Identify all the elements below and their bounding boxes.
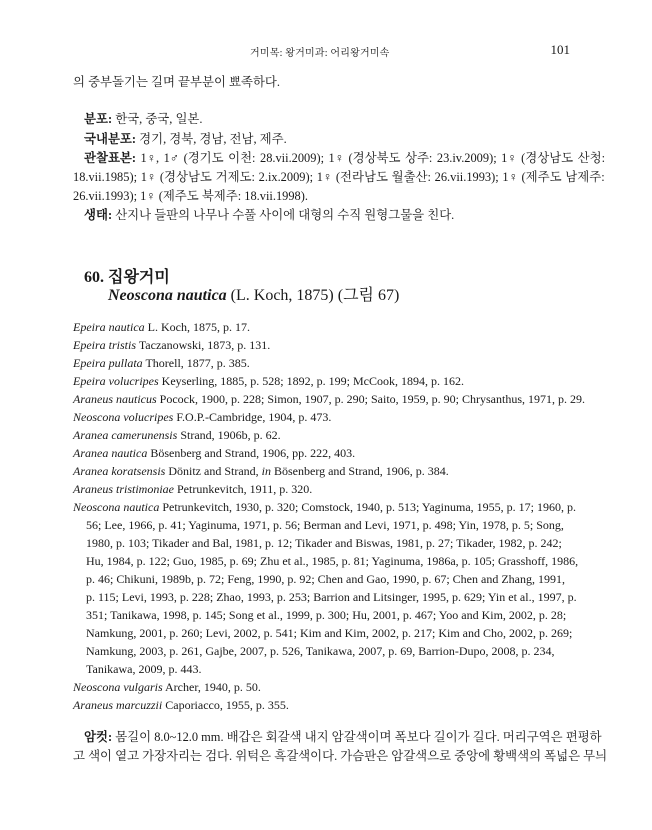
- long-synonym-line: Tanikawa, 2009, p. 443.: [86, 662, 202, 676]
- intro-line: 의 중부돌기는 길며 끝부분이 뾰족하다.: [73, 75, 280, 89]
- female-text-1: 몸길이 8.0~12.0 mm. 배갑은 회갈색 내지 암갈색이며 폭보다 길이가 길다. 머리구역은 편평하: [115, 730, 602, 744]
- synonym-entry: Epeira pullata Thorell, 1877, p. 385.: [73, 356, 250, 370]
- long-synonym-first-line: Neoscona nautica Petrunkevitch, 1930, p. 320; Comstock, 1940, p. 513; Yaginuma, 1955, p. 17; 1960, p.: [73, 500, 576, 514]
- species-scientific-name: Neoscona nautica: [108, 287, 227, 304]
- domestic-text: 경기, 경북, 경남, 전남, 제주.: [139, 132, 287, 146]
- distribution-text: 한국, 중국, 일본.: [115, 112, 203, 126]
- species-author: (L. Koch, 1875) (그림 67): [230, 287, 400, 304]
- specimens-line-2: 18.vii.1985); 1♀ (경상남도 거제도: 2.ix.2009); 1♀ (전라남도 월출산: 26.vii.1993); 1♀ (제주도 남제주:: [73, 170, 605, 184]
- specimens-text-1: 1♀, 1♂ (경기도 이천: 28.vii.2009); 1♀ (경상북도 상주: 23.iv.2009); 1♀ (경상남도 산청:: [140, 151, 606, 165]
- long-synonym-line: Hu, 1984, p. 122; Guo, 1985, p. 69; Zhu et al., 1985, p. 81; Yaginuma, 1986a, p. 105; Grasshoff, 1986,: [86, 554, 579, 568]
- ecology-line: [84, 206, 454, 225]
- synonym-entry: Epeira volucripes Keyserling, 1885, p. 528; 1892, p. 199; McCook, 1894, p. 162.: [73, 374, 464, 388]
- distribution-line: [84, 110, 203, 129]
- synonym-entry: Epeira tristis Taczanowski, 1873, p. 131.: [73, 338, 271, 352]
- synonym-entry: Araneus nauticus Pocock, 1900, p. 228; Simon, 1907, p. 290; Saito, 1959, p. 90; Chrysanthus, 1971, p. 29.: [73, 392, 586, 406]
- distribution-label: 분포:: [84, 112, 113, 126]
- ecology-label: 생태:: [84, 208, 113, 222]
- ecology-text: 산지나 들판의 나무나 수풀 사이에 대형의 수직 원형그물을 친다.: [115, 208, 455, 222]
- long-synonym-line: Namkung, 2003, p. 261, Gajbe, 2007, p. 526, Tanikawa, 2007, p. 69, Barrion-Dupo, 2008, p. 234,: [86, 644, 555, 658]
- synonym-entry: Araneus marcuzzii Caporiacco, 1955, p. 355.: [73, 698, 289, 712]
- long-synonym-line: Namkung, 2001, p. 260; Levi, 2002, p. 541; Kim and Kim, 2002, p. 217; Kim and Cho, 2002, p. 269;: [86, 626, 573, 640]
- female-label: 암컷:: [84, 730, 113, 744]
- long-synonym-line: 351; Tanikawa, 1998, p. 145; Song et al., 1999, p. 300; Hu, 2001, p. 467; Yoo and Kim, 2002, p. 28;: [86, 608, 567, 622]
- running-head: 거미목: 왕거미과: 어리왕거미속: [250, 48, 390, 59]
- synonym-entry: Neoscona vulgaris Archer, 1940, p. 50.: [73, 680, 261, 694]
- synonym-entry: Araneus tristimoniae Petrunkevitch, 1911, p. 320.: [73, 482, 313, 496]
- synonym-entry: Aranea nautica Bösenberg and Strand, 1906, pp. 222, 403.: [73, 446, 356, 460]
- long-synonym-line: 56; Lee, 1966, p. 41; Yaginuma, 1971, p. 56; Berman and Levi, 1971, p. 498; Yin, 1978, p. 5; Song,: [86, 518, 564, 532]
- specimens-line-3: 26.vii.1993); 1♀ (제주도 북제주: 18.vii.1998).: [73, 189, 308, 203]
- species-scientific-line: [108, 282, 399, 305]
- synonym-entry: Aranea koratsensis Dönitz and Strand, in Bösenberg and Strand, 1906, p. 384.: [73, 464, 449, 478]
- synonym-entry: Epeira nautica L. Koch, 1875, p. 17.: [73, 320, 250, 334]
- specimens-line-1: [84, 149, 605, 168]
- synonym-entry: Aranea camerunensis Strand, 1906b, p. 62.: [73, 428, 281, 442]
- female-line-1: [84, 728, 602, 747]
- specimens-label: 관찰표본:: [84, 151, 137, 165]
- synonym-entry: Neoscona volucripes F.O.P.-Cambridge, 1904, p. 473.: [73, 410, 332, 424]
- species-korean-name: 집왕거미: [108, 269, 170, 286]
- species-number: 60.: [84, 269, 104, 286]
- long-synonym-line: p. 115; Levi, 1993, p. 228; Zhao, 1993, p. 253; Barrion and Litsinger, 1995, p. 629; Yin et al., 1997, p.: [86, 590, 577, 604]
- domestic-line: [84, 130, 287, 149]
- long-synonym-line: p. 46; Chikuni, 1989b, p. 72; Feng, 1990, p. 92; Chen and Gao, 1990, p. 67; Chen and Zhang, 1991,: [86, 572, 565, 586]
- domestic-label: 국내분포:: [84, 132, 137, 146]
- page-number: 101: [550, 42, 570, 57]
- female-line-2: 고 색이 옅고 가장자리는 검다. 위턱은 흑갈색이다. 가슴판은 암갈색으로 중앙에 황백색의 폭넓은 무늬: [73, 749, 608, 763]
- long-synonym-line: 1980, p. 103; Tikader and Bal, 1981, p. 12; Tikader and Biswas, 1981, p. 27; Tikader, 1982, p. 242;: [86, 536, 562, 550]
